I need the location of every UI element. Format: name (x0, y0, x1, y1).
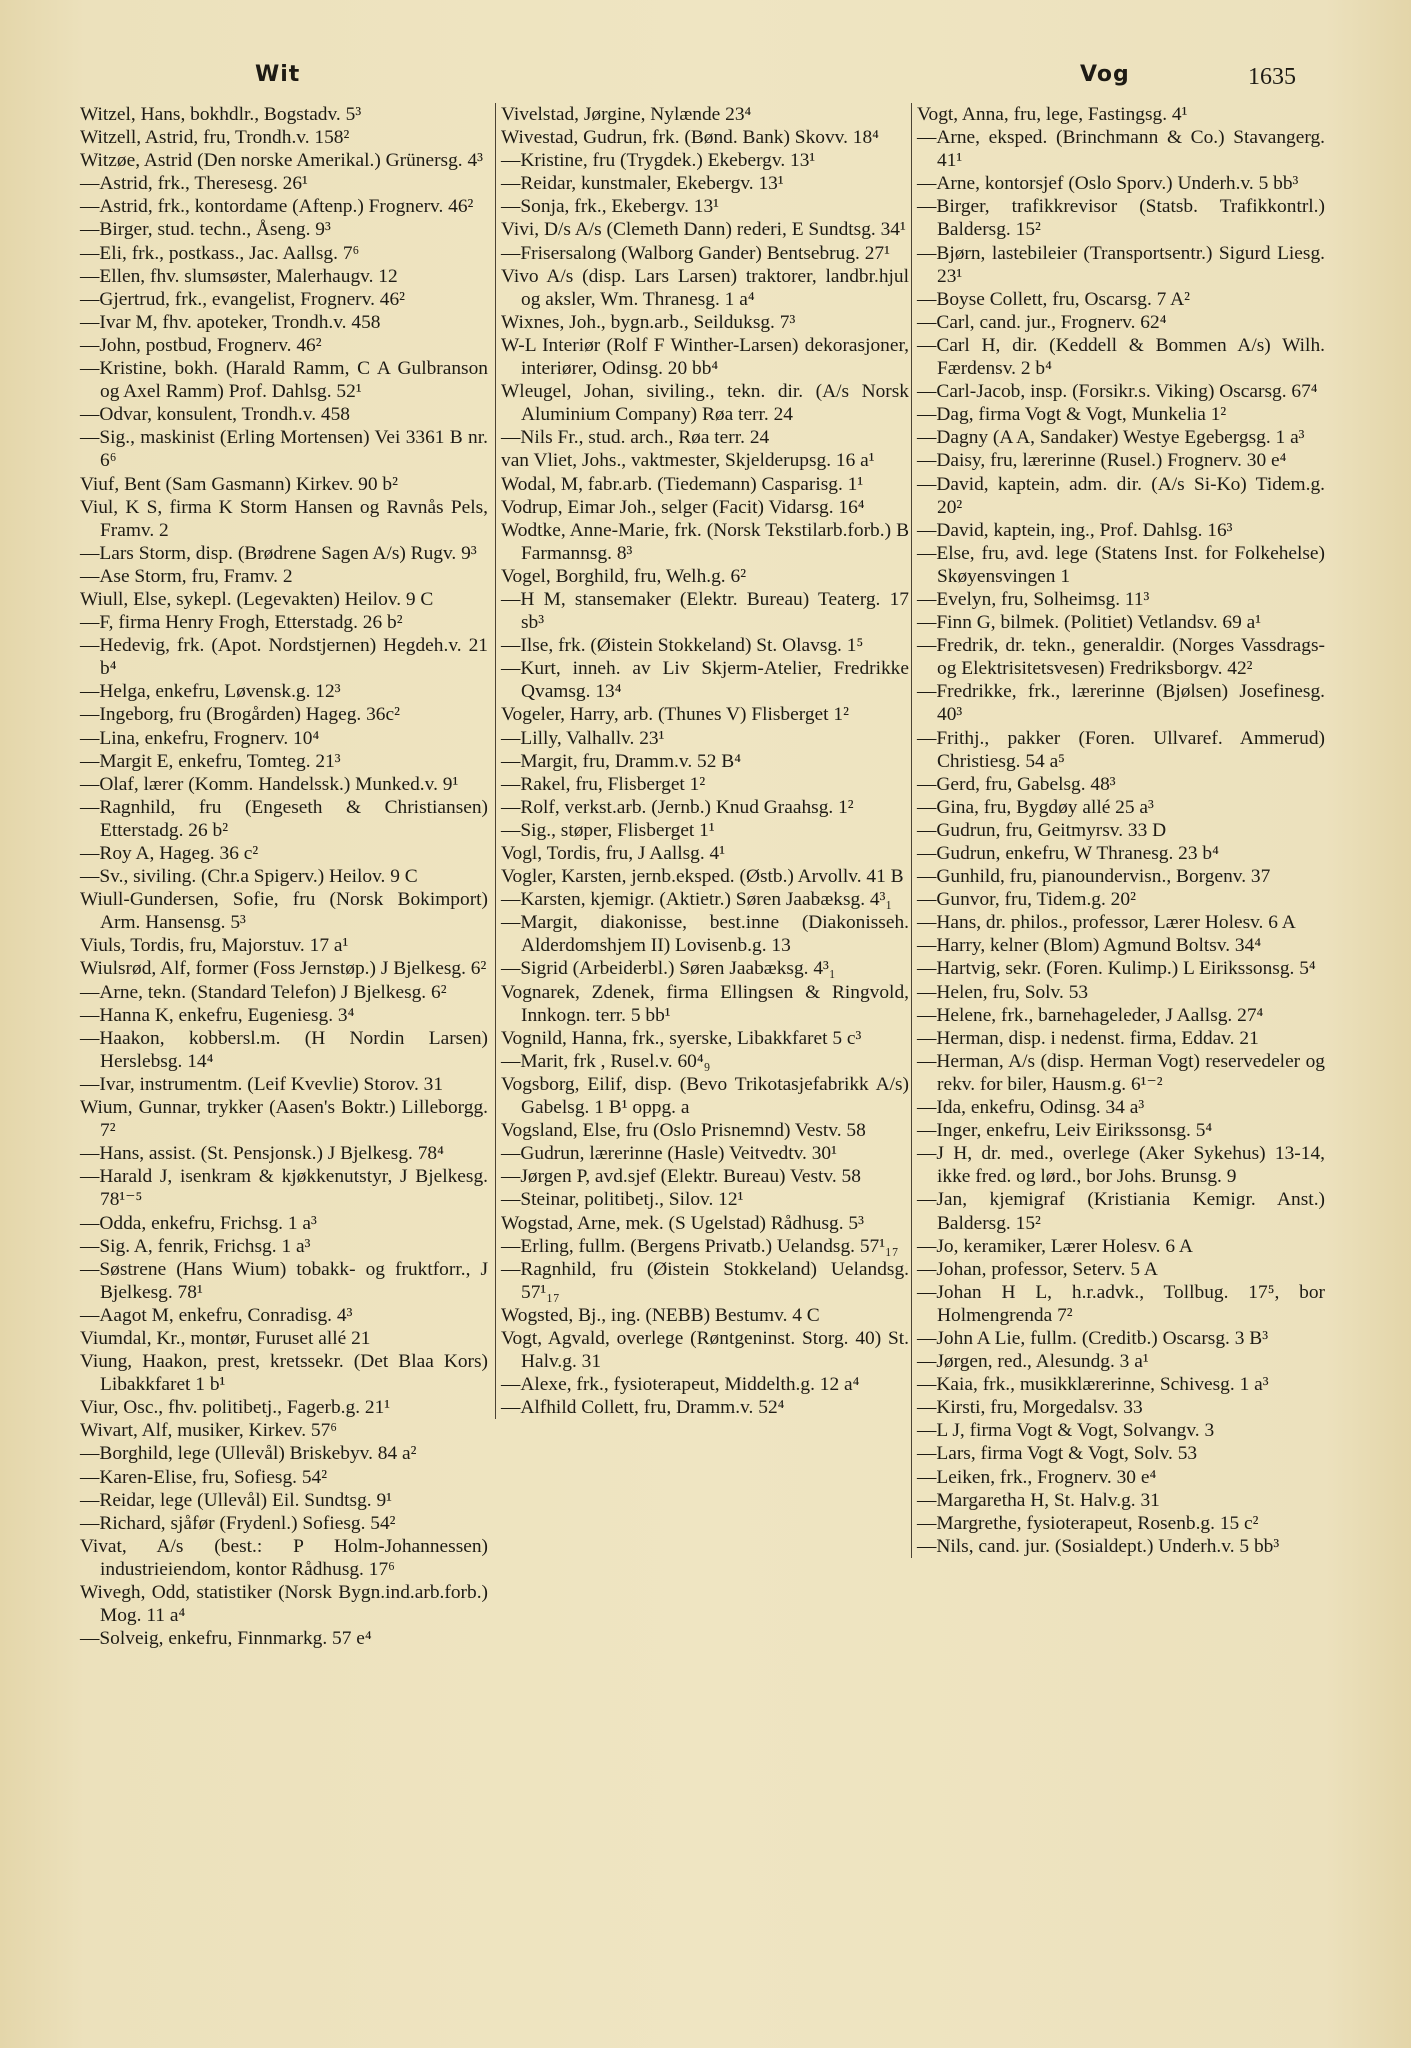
directory-entry: —Søstrene (Hans Wium) tobakk- og fruktforr., J Bjelkesg. 78¹ (80, 1258, 493, 1303)
directory-entry: Vogler, Karsten, jernb.eksped. (Østb.) Arvollv. 41 B (501, 866, 904, 888)
directory-entry: —Sonja, frk., Ekebergv. 13¹ (501, 196, 719, 218)
directory-entry: —Arne, eksped. (Brinchmann & Co.) Stavangerg. 41¹ (917, 127, 1330, 172)
directory-entry: —Steinar, politibetj., Silov. 12¹ (501, 1189, 744, 1211)
directory-entry: —Hans, assist. (St. Pensjonsk.) J Bjelkesg. 78⁴ (80, 1143, 444, 1165)
directory-entry: —Karsten, kjemigr. (Aktietr.) Søren Jaabæksg. 4³₁ (501, 889, 893, 911)
directory-entry: —Odvar, konsulent, Trondh.v. 458 (80, 404, 350, 426)
page-number: 1635 (1248, 64, 1296, 90)
directory-entry: —Gunvor, fru, Tidem.g. 20² (917, 889, 1136, 911)
directory-entry: —Jan, kjemigraf (Kristiania Kemigr. Anst.) Baldersg. 15² (917, 1189, 1330, 1234)
directory-entry: —Ase Storm, fru, Framv. 2 (80, 565, 293, 587)
directory-entry: —Jørgen, red., Alesundg. 3 a¹ (917, 1351, 1149, 1373)
directory-entry: —Eli, frk., postkass., Jac. Aallsg. 7⁶ (80, 242, 360, 264)
directory-column-2 (495, 103, 914, 1419)
directory-entry: —Jo, keramiker, Lærer Holesv. 6 A (917, 1235, 1193, 1257)
directory-entry: —Solveig, enkefru, Finnmarkg. 57 e⁴ (80, 1628, 372, 1650)
directory-entry: Vogsland, Else, fru (Oslo Prisnemnd) Vestv. 58 (501, 1120, 866, 1142)
directory-entry: —Margit E, enkefru, Tomteg. 21³ (80, 750, 341, 772)
directory-entry: Viur, Osc., fhv. politibetj., Fagerb.g. 21¹ (80, 1397, 391, 1419)
directory-entry: —Margrethe, fysioterapeut, Rosenb.g. 15 c² (917, 1512, 1259, 1534)
directory-entry: —Gjertrud, frk., evangelist, Frognerv. 46² (80, 288, 405, 310)
directory-entry: —Hanna K, enkefru, Eugeniesg. 3⁴ (80, 1004, 355, 1026)
directory-entry: —Leiken, frk., Frognerv. 30 e⁴ (917, 1466, 1157, 1488)
directory-entry: Wiulsrød, Alf, former (Foss Jernstøp.) J Bjelkesg. 6² (80, 958, 487, 980)
directory-entry: —Ellen, fhv. slumsøster, Malerhaugv. 12 (80, 265, 398, 287)
directory-entry: Wleugel, Johan, siviling., tekn. dir. (A/s Norsk Aluminium Company) Røa terr. 24 (501, 381, 913, 426)
directory-entry: Vognarek, Zdenek, firma Ellingsen & Ringvold, Innkogn. terr. 5 bb¹ (501, 981, 914, 1026)
directory-entry: —Nils Fr., stud. arch., Røa terr. 24 (501, 427, 770, 449)
directory-entry: Vivo A/s (disp. Lars Larsen) traktorer, landbr.hjul og aksler, Wm. Thranesg. 1 a⁴ (501, 265, 914, 310)
directory-entry: —Kristine, fru (Trygdek.) Ekebergv. 13¹ (501, 150, 816, 172)
directory-column-3 (911, 103, 1330, 1558)
directory-entry: Vogt, Anna, fru, lege, Fastingsg. 4¹ (917, 104, 1188, 125)
directory-entry: —Lilly, Valhallv. 23¹ (501, 727, 665, 749)
directory-entry: Witzell, Astrid, fru, Trondh.v. 158² (80, 127, 350, 149)
directory-entry: —Helga, enkefru, Løvensk.g. 12³ (80, 681, 341, 703)
directory-entry: —Harald J, isenkram & kjøkkenutstyr, J Bjelkesg. 78¹⁻⁵ (80, 1166, 493, 1211)
directory-entry: Wogstad, Arne, mek. (S Ugelstad) Rådhusg. 5³ (501, 1212, 864, 1234)
directory-entry: —Ida, enkefru, Odinsg. 34 a³ (917, 1097, 1145, 1119)
directory-entry: Wodal, M, fabr.arb. (Tiedemann) Casparisg. 1¹ (501, 473, 864, 495)
directory-entry: —Birger, trafikkrevisor (Statsb. Trafikkontrl.) Baldersg. 15² (917, 196, 1330, 241)
header-right-word: Vog (1080, 62, 1130, 87)
directory-entry: —Herman, A/s (disp. Herman Vogt) reservedeler og rekv. for biler, Hausm.g. 6¹⁻² (917, 1050, 1330, 1095)
directory-entry: Wivart, Alf, musiker, Kirkev. 57⁶ (80, 1420, 338, 1442)
directory-entry: —Ragnhild, fru (Engeseth & Christiansen) Etterstadg. 26 b² (80, 796, 493, 841)
directory-entry: —Johan, professor, Seterv. 5 A (917, 1258, 1158, 1280)
directory-entry: —Sig., maskinist (Erling Mortensen) Vei 3361 B nr. 6⁶ (80, 427, 493, 472)
directory-entry: —Dag, firma Vogt & Vogt, Munkelia 1² (917, 404, 1227, 426)
directory-entry: —John, postbud, Frognerv. 46² (80, 334, 322, 356)
directory-entry: Wium, Gunnar, trykker (Aasen's Boktr.) Lilleborgg. 7² (80, 1097, 493, 1142)
directory-entry: —Herman, disp. i nedenst. firma, Eddav. 21 (917, 1027, 1259, 1049)
directory-entry: W-L Interiør (Rolf F Winther-Larsen) dekorasjoner, interiører, Odinsg. 20 bb⁴ (501, 334, 914, 380)
directory-entry: Wiull-Gundersen, Sofie, fru (Norsk Bokimport) Arm. Hansensg. 5³ (80, 889, 492, 934)
directory-entry: Vodrup, Eimar Joh., selger (Facit) Vidarsg. 16⁴ (501, 496, 865, 518)
directory-entry: —J H, dr. med., overlege (Aker Sykehus) 13-14, ikke fred. og lørd., bor Johs. Brunsg. 9 (917, 1143, 1330, 1188)
directory-entry: —Hedevig, frk. (Apot. Nordstjernen) Hegdeh.v. 21 b⁴ (80, 635, 493, 680)
directory-entry: —Hans, dr. philos., professor, Lærer Holesv. 6 A (917, 912, 1296, 934)
directory-entry: Vogel, Borghild, fru, Welh.g. 6² (501, 565, 747, 587)
directory-entry: —Alexe, frk., fysioterapeut, Middelth.g. 12 a⁴ (501, 1374, 860, 1396)
directory-entry: Witzøe, Astrid (Den norske Amerikal.) Grünersg. 4³ (80, 150, 483, 172)
directory-entry: —Lars Storm, disp. (Brødrene Sagen A/s) Rugv. 9³ (80, 542, 477, 564)
directory-entry: —Reidar, kunstmaler, Ekebergv. 13¹ (501, 173, 784, 195)
directory-entry: Vogt, Agvald, overlege (Røntgeninst. Storg. 40) St. Halv.g. 31 (501, 1327, 914, 1373)
directory-entry: —Rakel, fru, Flisberget 1² (501, 773, 706, 795)
directory-entry: Viung, Haakon, prest, kretssekr. (Det Blaa Kors) Libakkfaret 1 b¹ (80, 1351, 493, 1396)
directory-entry: —Lina, enkefru, Frognerv. 10⁴ (80, 727, 320, 749)
directory-entry: —Alfhild Collett, fru, Dramm.v. 52⁴ (501, 1397, 785, 1419)
directory-entry: Vivat, A/s (best.: P Holm-Johannessen) industrieiendom, kontor Rådhusg. 17⁶ (80, 1535, 493, 1580)
directory-entry: Vognild, Hanna, frk., syerske, Libakkfaret 5 c³ (501, 1027, 862, 1049)
directory-entry: —Bjørn, lastebileier (Transportsentr.) Sigurd Liesg. 23¹ (917, 242, 1330, 287)
directory-entry: —Roy A, Hageg. 36 c² (80, 843, 259, 864)
directory-entry: —Odda, enkefru, Frichsg. 1 a³ (80, 1212, 317, 1234)
directory-entry: —Ivar, instrumentm. (Leif Kvevlie) Storov. 31 (80, 1073, 444, 1095)
directory-entry: —Sigrid (Arbeiderbl.) Søren Jaabæksg. 4³₁ (501, 958, 836, 980)
directory-entry: Vogsborg, Eilif, disp. (Bevo Trikotasjefabrikk A/s) Gabelsg. 1 B¹ oppg. a (501, 1073, 914, 1119)
directory-entry: —Sv., siviling. (Chr.a Spigerv.) Heilov. 9 C (80, 866, 418, 888)
directory-entry: —Helen, fru, Solv. 53 (917, 981, 1089, 1003)
directory-entry: —Inger, enkefru, Leiv Eirikssonsg. 5⁴ (917, 1120, 1213, 1142)
directory-entry: Viul, K S, firma K Storm Hansen og Ravnås Pels, Framv. 2 (80, 496, 493, 541)
directory-entry: —Gunhild, fru, pianoundervisn., Borgenv. 37 (917, 866, 1271, 888)
directory-entry: —Boyse Collett, fru, Oscarsg. 7 A² (917, 288, 1190, 310)
directory-entry: —Nils, cand. jur. (Sosialdept.) Underh.v. 5 bb³ (917, 1535, 1280, 1557)
directory-entry: —Borghild, lege (Ullevål) Briskebyv. 84 a² (80, 1443, 417, 1465)
directory-entry: —Ragnhild, fru (Øistein Stokkeland) Uelandsg. 57¹₁₇ (501, 1258, 914, 1303)
directory-entry: —F, firma Henry Frogh, Etterstadg. 26 b² (80, 612, 403, 634)
directory-entry: —Evelyn, fru, Solheimsg. 11³ (917, 588, 1150, 610)
directory-entry: —Fredrikke, frk., lærerinne (Bjølsen) Josefinesg. 40³ (917, 681, 1330, 726)
directory-entry: —Arne, tekn. (Standard Telefon) J Bjelkesg. 6² (80, 981, 447, 1003)
directory-entry: Wivegh, Odd, statistiker (Norsk Bygn.ind.arb.forb.) Mog. 11 a⁴ (80, 1582, 493, 1627)
directory-entry: —Johan H L, h.r.advk., Tollbug. 17⁵, bor Holmengrenda 7² (917, 1281, 1330, 1326)
directory-entry: —Jørgen P, avd.sjef (Elektr. Bureau) Vestv. 58 (501, 1166, 861, 1188)
directory-entry: —Astrid, frk., kontordame (Aftenp.) Frognerv. 46² (80, 196, 474, 218)
directory-entry: Vivelstad, Jørgine, Nylænde 23⁴ (501, 104, 752, 125)
directory-entry: —Dagny (A A, Sandaker) Westye Egebergsg. 1 a³ (917, 427, 1305, 449)
directory-entry: —Finn G, bilmek. (Politiet) Vetlandsv. 69 a¹ (917, 612, 1262, 634)
directory-entry: —Carl, cand. jur., Frognerv. 62⁴ (917, 311, 1167, 333)
directory-entry: van Vliet, Johs., vaktmester, Skjelderupsg. 16 a¹ (501, 450, 875, 472)
directory-entry: Witzel, Hans, bokhdlr., Bogstadv. 5³ (80, 104, 362, 125)
directory-entry: —Kristine, bokh. (Harald Ramm, C A Gulbranson og Axel Ramm) Prof. Dahlsg. 52¹ (80, 358, 493, 403)
header-left-word: Wit (255, 62, 301, 87)
directory-entry: —Daisy, fru, lærerinne (Rusel.) Frognerv. 30 e⁴ (917, 450, 1287, 472)
directory-entry: —Birger, stud. techn., Åseng. 9³ (80, 219, 331, 241)
directory-entry: Wiull, Else, sykepl. (Legevakten) Heilov. 9 C (80, 588, 434, 610)
directory-entry: —Kirsti, fru, Morgedalsv. 33 (917, 1397, 1143, 1419)
directory-entry: —Ilse, frk. (Øistein Stokkeland) St. Olavsg. 1⁵ (501, 635, 864, 657)
directory-entry: Wivestad, Gudrun, frk. (Bønd. Bank) Skovv. 18⁴ (501, 127, 879, 149)
directory-entry: —Gudrun, enkefru, W Thranesg. 23 b⁴ (917, 843, 1219, 864)
directory-entry: —David, kaptein, ing., Prof. Dahlsg. 16³ (917, 519, 1233, 541)
directory-entry: Viuf, Bent (Sam Gasmann) Kirkev. 90 b² (80, 473, 398, 495)
directory-entry: Wogsted, Bj., ing. (NEBB) Bestumv. 4 C (501, 1304, 820, 1326)
directory-entry: —Gudrun, fru, Geitmyrsv. 33 D (917, 819, 1167, 841)
directory-entry: Wixnes, Joh., bygn.arb., Seilduksg. 7³ (501, 311, 796, 333)
directory-entry: —Astrid, frk., Theresesg. 26¹ (80, 173, 308, 195)
directory-entry: —Kaia, frk., musikklærerinne, Schivesg. 1 a³ (917, 1374, 1269, 1396)
directory-entry: —Carl H, dir. (Keddell & Bommen A/s) Wilh. Færdensv. 2 b⁴ (917, 334, 1330, 380)
directory-entry: —Haakon, kobbersl.m. (H Nordin Larsen) Herslebsg. 14⁴ (80, 1027, 493, 1072)
directory-entry: —Gina, fru, Bygdøy allé 25 a³ (917, 796, 1154, 818)
directory-column-1 (80, 103, 493, 1650)
directory-entry: Viuls, Tordis, fru, Majorstuv. 17 a¹ (80, 935, 349, 957)
directory-entry: —Olaf, lærer (Komm. Handelssk.) Munked.v. 9¹ (80, 773, 459, 795)
directory-entry: —Ivar M, fhv. apoteker, Trondh.v. 458 (80, 311, 381, 333)
directory-entry: Wodtke, Anne-Marie, frk. (Norsk Tekstilarb.forb.) B Farmannsg. 8³ (501, 519, 914, 564)
directory-entry: —Rolf, verkst.arb. (Jernb.) Knud Graahsg. 1² (501, 796, 854, 818)
directory-entry: —Gerd, fru, Gabelsg. 48³ (917, 773, 1116, 795)
directory-entry: —Karen-Elise, fru, Sofiesg. 54² (80, 1466, 328, 1488)
directory-entry: —Marit, frk , Rusel.v. 60⁴₉ (501, 1050, 711, 1072)
directory-entry: —Else, fru, avd. lege (Statens Inst. for Folkehelse) Skøyensvingen 1 (917, 542, 1330, 587)
directory-entry: —Frisersalong (Walborg Gander) Bentsebrug. 27¹ (501, 242, 890, 264)
directory-entry: —Sig. A, fenrik, Frichsg. 1 a³ (80, 1235, 311, 1257)
directory-entry: —Helene, frk., barnehageleder, J Aallsg. 27⁴ (917, 1004, 1264, 1026)
directory-entry: —John A Lie, fullm. (Creditb.) Oscarsg. 3 B³ (917, 1327, 1269, 1349)
directory-entry: —Hartvig, sekr. (Foren. Kulimp.) L Eirikssonsg. 5⁴ (917, 958, 1316, 980)
directory-entry: —Aagot M, enkefru, Conradisg. 4³ (80, 1304, 353, 1326)
directory-entry: Vivi, D/s A/s (Clemeth Dann) rederi, E Sundtsg. 34¹ (501, 219, 906, 241)
directory-entry: Vogl, Tordis, fru, J Aallsg. 4¹ (501, 843, 726, 864)
directory-entry: —H M, stansemaker (Elektr. Bureau) Teaterg. 17 sb³ (501, 588, 914, 634)
directory-entry: —David, kaptein, adm. dir. (A/s Si-Ko) Tidem.g. 20² (917, 473, 1330, 518)
directory-entry: —Margaretha H, St. Halv.g. 31 (917, 1489, 1160, 1511)
directory-entry: —Fredrik, dr. tekn., generaldir. (Norges Vassdrags- og Elektrisitetsvesen) Fredriksborgv. 42² (917, 635, 1330, 680)
directory-entry: —Frithj., pakker (Foren. Ullvaref. Ammerud) Christiesg. 54 a⁵ (917, 727, 1330, 772)
directory-entry: —Ingeborg, fru (Brogården) Hageg. 36c² (80, 704, 400, 726)
directory-entry: —Kurt, inneh. av Liv Skjerm-Atelier, Fredrikke Qvamsg. 13⁴ (501, 658, 914, 703)
directory-entry: —Harry, kelner (Blom) Agmund Boltsv. 34⁴ (917, 935, 1262, 957)
directory-entry: Vogeler, Harry, arb. (Thunes V) Flisberget 1² (501, 704, 849, 726)
directory-entry: —Carl-Jacob, insp. (Forsikr.s. Viking) Oscarsg. 67⁴ (917, 381, 1318, 403)
directory-entry: —L J, firma Vogt & Vogt, Solvangv. 3 (917, 1420, 1215, 1442)
directory-entry: —Reidar, lege (Ullevål) Eil. Sundtsg. 9¹ (80, 1489, 392, 1511)
directory-entry: —Erling, fullm. (Bergens Privatb.) Uelandsg. 57¹₁₇ (501, 1235, 899, 1257)
directory-entry: —Lars, firma Vogt & Vogt, Solv. 53 (917, 1443, 1198, 1465)
directory-entry: —Margit, fru, Dramm.v. 52 B⁴ (501, 750, 741, 772)
directory-entry: —Margit, diakonisse, best.inne (Diakonisseh. Alderdomshjem II) Lovisenb.g. 13 (501, 912, 913, 957)
directory-entry: —Arne, kontorsjef (Oslo Sporv.) Underh.v. 5 bb³ (917, 173, 1299, 195)
directory-entry: —Richard, sjåfør (Frydenl.) Sofiesg. 54² (80, 1512, 396, 1534)
directory-entry: Viumdal, Kr., montør, Furuset allé 21 (80, 1327, 371, 1349)
directory-entry: —Sig., støper, Flisberget 1¹ (501, 819, 715, 841)
directory-entry: —Gudrun, lærerinne (Hasle) Veitvedtv. 30¹ (501, 1143, 837, 1165)
